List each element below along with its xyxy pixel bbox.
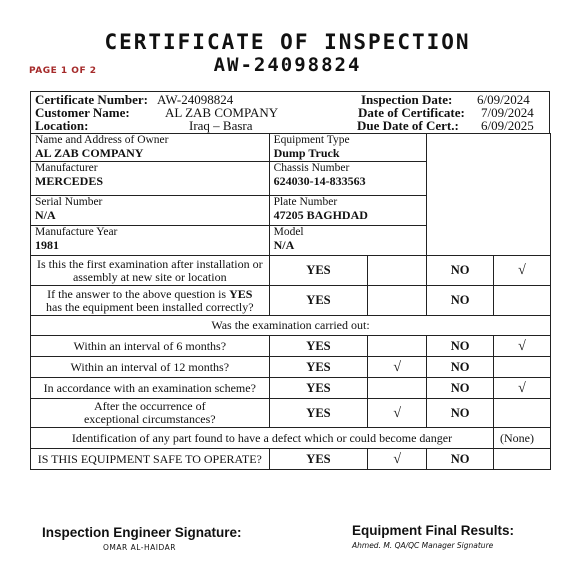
chassis-value: 624030-14-833563	[273, 174, 366, 188]
customer-label: Customer Name:	[35, 105, 130, 120]
q1-yes: YES	[269, 256, 368, 286]
inspection-table	[30, 133, 551, 470]
q2-no: NO	[427, 286, 494, 316]
question-safe-to-operate: IS THIS EQUIPMENT SAFE TO OPERATE?	[31, 449, 270, 470]
plate-cell	[269, 196, 427, 226]
page-indicator: PAGE 1 OF 2	[29, 66, 97, 76]
q5-yes: YES	[269, 378, 368, 399]
chassis-cell	[269, 162, 427, 196]
cert-number-label: Certificate Number:	[35, 92, 148, 107]
q5-no: NO	[427, 378, 494, 399]
certificate-title: CERTIFICATE OF INSPECTION	[104, 30, 471, 54]
q3-no-check: √	[493, 336, 550, 357]
year-label: Manufacture Year	[35, 226, 118, 238]
q1-no-check: √	[493, 256, 550, 286]
plate-value: 47205 BAGHDAD	[273, 208, 368, 222]
serial-label: Serial Number	[35, 196, 103, 208]
defect-label: Identification of any part found to have a defect which or could become danger	[31, 428, 494, 449]
engineer-name: OMAR AL-HAIDAR	[103, 543, 176, 552]
certificate-id-title: AW-24098824	[213, 54, 362, 76]
model-value: N/A	[273, 238, 295, 252]
blank-cell	[427, 134, 551, 256]
owner-cell	[31, 134, 270, 162]
model-label: Model	[273, 226, 304, 238]
q3-yes-check	[368, 336, 427, 357]
question-first-exam: Is this the first examination after installation or assembly at new site or location	[31, 256, 270, 286]
q6-no: NO	[427, 399, 494, 428]
q5-no-check: √	[493, 378, 550, 399]
q2-text-bold: YES	[229, 286, 253, 301]
safe-yes-check: √	[368, 449, 427, 470]
chassis-label: Chassis Number	[273, 162, 350, 174]
cert-number-value: AW-24098824	[157, 92, 234, 107]
header-block	[30, 91, 550, 133]
q2-text-end: has the equipment been installed correctly?	[46, 299, 254, 314]
manufacturer-value: MERCEDES	[35, 174, 104, 188]
model-cell	[269, 226, 427, 256]
defect-value: (None)	[493, 428, 550, 449]
q1-yes-check	[368, 256, 427, 286]
q1-no: NO	[427, 256, 494, 286]
q4-yes: YES	[269, 357, 368, 378]
q2-yes: YES	[269, 286, 368, 316]
equipment-type-label: Equipment Type	[273, 134, 350, 146]
q4-no-check	[493, 357, 550, 378]
plate-label: Plate Number	[273, 196, 338, 208]
cert-date-value: 7/09/2024	[481, 105, 534, 120]
safe-no: NO	[427, 449, 494, 470]
cert-date-label: Date of Certificate:	[358, 105, 465, 120]
year-cell	[31, 226, 270, 256]
final-results-heading: Equipment Final Results:	[352, 523, 515, 538]
year-value: 1981	[35, 238, 59, 252]
equipment-type-value: Dump Truck	[273, 146, 340, 160]
q3-no: NO	[427, 336, 494, 357]
equipment-type-cell	[269, 134, 427, 162]
q6-yes-check: √	[368, 399, 427, 428]
due-date-label: Due Date of Cert.:	[357, 118, 459, 133]
inspection-date-label: Inspection Date:	[361, 92, 453, 107]
question-installed-correctly	[31, 286, 270, 316]
manufacturer-cell	[31, 162, 270, 196]
q6-no-check	[493, 399, 550, 428]
question-12-months: Within an interval of 12 months?	[31, 357, 270, 378]
question-exceptional: After the occurrence of exceptional circumstances?	[31, 399, 270, 428]
inspection-date-value: 6/09/2024	[477, 92, 530, 107]
q2-no-check	[493, 286, 550, 316]
owner-value: AL ZAB COMPANY	[35, 146, 144, 160]
manufacturer-label: Manufacturer	[35, 162, 98, 174]
serial-cell	[31, 196, 270, 226]
q4-yes-check: √	[368, 357, 427, 378]
safe-no-check	[493, 449, 550, 470]
q5-yes-check	[368, 378, 427, 399]
owner-label: Name and Address of Owner	[35, 134, 169, 146]
serial-value: N/A	[35, 208, 56, 222]
q4-no: NO	[427, 357, 494, 378]
safe-yes: YES	[269, 449, 368, 470]
due-date-value: 6/09/2025	[481, 118, 534, 133]
q6-yes: YES	[269, 399, 368, 428]
question-exam-scheme: In accordance with an examination scheme?	[31, 378, 270, 399]
manager-signature: Ahmed. M. QA/QC Manager Signature	[352, 541, 494, 550]
customer-value: AL ZAB COMPANY	[165, 105, 279, 120]
q2-text-start: If the answer to the above question is	[47, 286, 230, 301]
location-label: Location:	[35, 118, 89, 133]
question-6-months: Within an interval of 6 months?	[31, 336, 270, 357]
q2-yes-check	[368, 286, 427, 316]
engineer-signature-heading: Inspection Engineer Signature:	[42, 525, 242, 540]
location-value: Iraq – Basra	[189, 118, 253, 133]
q3-yes: YES	[269, 336, 368, 357]
interval-heading: Was the examination carried out:	[31, 316, 551, 336]
